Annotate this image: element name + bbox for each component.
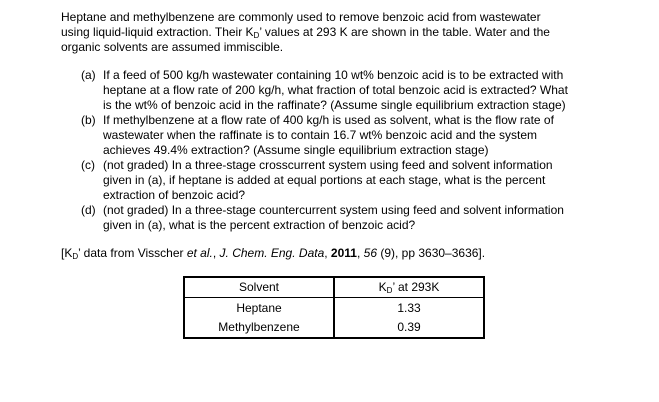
cell-kd: 1.33 [397, 301, 421, 315]
question-label: (d) [81, 203, 96, 217]
cell-solvent: Methylbenzene [184, 318, 334, 338]
question-d: (d) (not graded) In a three-stage countercurrent system using feed and solvent information given in (a), what is the percent extraction of benzoic acid? [81, 203, 564, 232]
table-header-row [184, 277, 484, 298]
citation: [KD’ data from Visscher et al., J. Chem. Eng. Data, 2011, 56 (9), pp 3630–3636]. [61, 246, 486, 261]
question-a: (a) If a feed of 500 kg/h wastewater containing 10 wt% benzoic acid is to be extracted with heptane at a flow rate of 200 kg/h, what fraction of total benzoic acid is extracted? What is the wt% of benzoic acid in the raffinate? (Assume single equilibrium extraction stage) [81, 68, 568, 112]
table-row [184, 318, 484, 338]
header-solvent: Solvent [184, 277, 334, 298]
question-b: (b) If methylbenzene at a flow rate of 400 kg/h is used as solvent, what is the flow rate of wastewater when the raffinate is to contain 16.7 wt% benzoic acid and the system achieves 49.4% extraction? (Assume single equilibrium extraction stage) [81, 113, 554, 157]
intro-paragraph [61, 10, 621, 55]
citation-journal: J. Chem. Eng. Data [219, 246, 325, 260]
cell-kd: 0.39 [397, 320, 421, 334]
intro-line-3: organic solvents are assumed immiscible. [61, 40, 284, 54]
header-kd: KD’ at 293K [334, 277, 484, 298]
cell-solvent: Heptane [184, 298, 334, 319]
table-row [184, 298, 484, 319]
citation-volume: 56 [363, 246, 377, 260]
kd-table [183, 276, 485, 339]
citation-etal: et al. [186, 246, 213, 260]
intro-line-1: Heptane and methylbenzene are commonly used to remove benzoic acid from wastewater [61, 10, 541, 24]
intro-line-2: using liquid-liquid extraction. Their KD’ values at 293 K are shown in the table. Water and the [61, 25, 550, 40]
question-label: (a) [81, 68, 96, 82]
question-c: (c) (not graded) In a three-stage crosscurrent system using feed and solvent information given in (a), if heptane is added at equal portions at each stage, what is the percent extraction of benzoic acid? [81, 158, 553, 202]
citation-year: 2011 [330, 246, 357, 260]
question-list [81, 68, 621, 233]
question-label: (b) [81, 113, 96, 127]
question-label: (c) [81, 158, 95, 172]
